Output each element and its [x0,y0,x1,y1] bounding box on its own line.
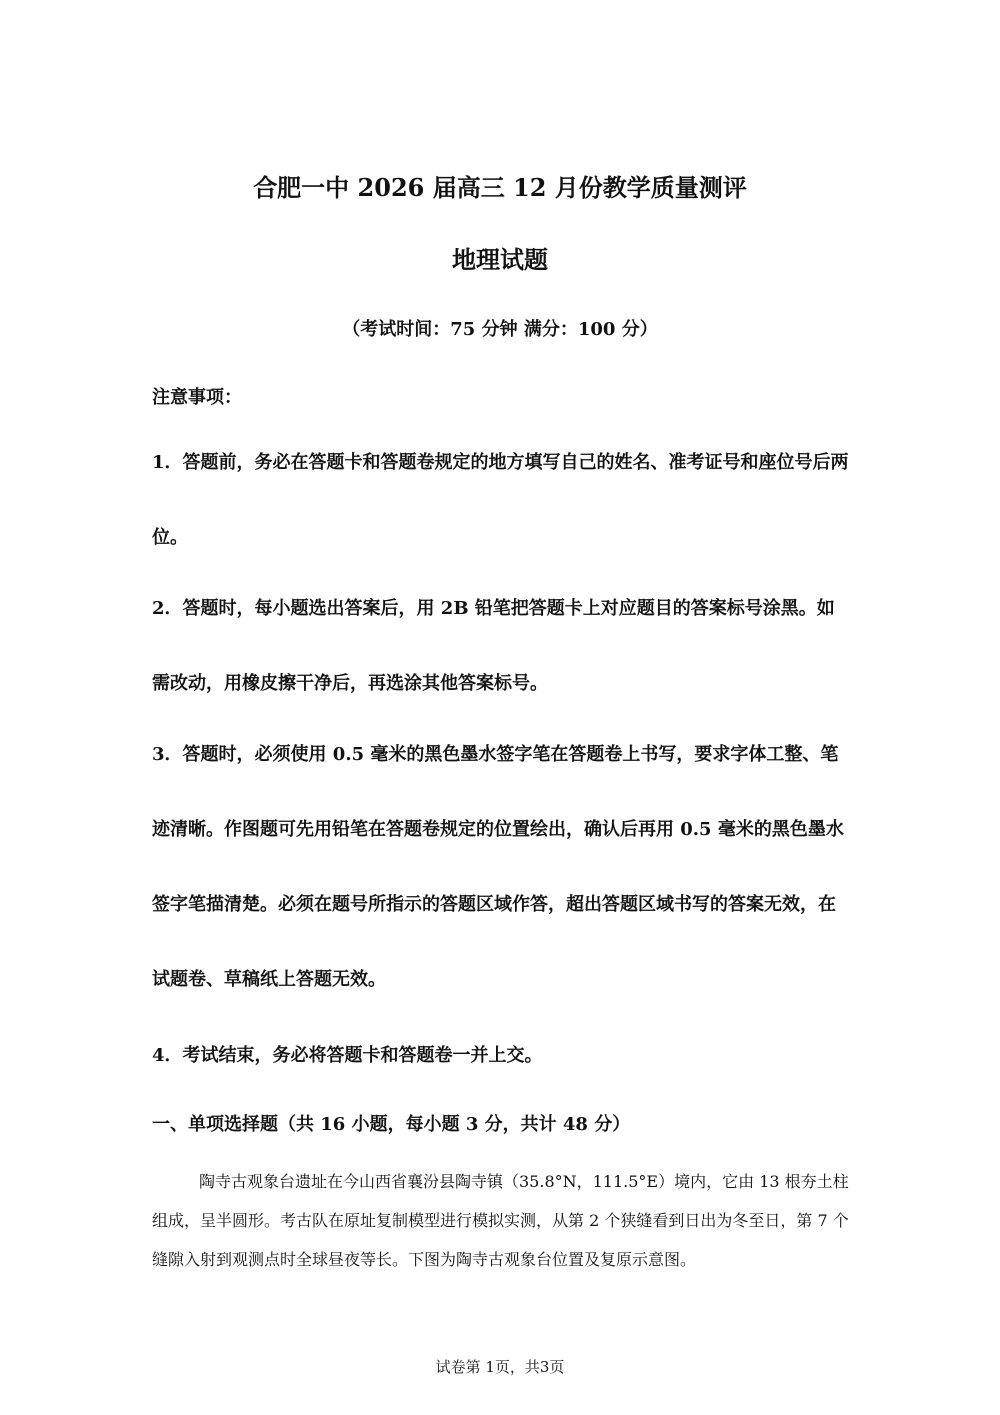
note-item: 3．答题时，必须使用 0.5 毫米的黑色墨水签字笔在答题卷上书写，要求字体工整、笔迹清晰。作图题可先用铅笔在答题卷规定的位置绘出，确认后再用 0.5 毫米的黑色墨水签字笔描清楚。必须在题号所指示的答题区域作答，超出答题区域书写的答案无效，在试题卷、草稿纸上答题无效。 [152,744,844,990]
note-item: 1．答题前，务必在答题卡和答题卷规定的地方填写自己的姓名、准考证号和座位号后两位。 [152,452,849,548]
exam-duration-score: （考试时间：75 分钟 满分：100 分） [342,319,658,340]
question-passage: 陶寺古观象台遗址在今山西省襄汾县陶寺镇（35.8°N，111.5°E）境内，它由 13 根夯土柱组成，呈半圆形。考古队在原址复制模型进行模拟实测，从第 2 个狭缝看到日出为冬至日，第 7 个缝隙入射到观测点时全球昼夜等长。下图为陶寺古观象台位置及复原示意图。 [152,1172,849,1269]
exam-title: 合肥一中 2026 届高三 12 月份教学质量测评 [253,173,747,202]
note-item: 2．答题时，每小题选出答案后，用 2B 铅笔把答题卡上对应题目的答案标号涂黑。如需改动，用橡皮擦干净后，再选涂其他答案标号。 [152,598,835,694]
exam-subject: 地理试题 [452,245,548,274]
section-heading: 一、单项选择题（共 16 小题，每小题 3 分，共计 48 分） [152,1114,631,1135]
page-footer: 试卷第 1页，共3页 [435,1358,565,1376]
note-item: 4．考试结束，务必将答题卡和答题卷一并上交。 [152,1045,543,1066]
notes-heading: 注意事项： [152,387,242,408]
